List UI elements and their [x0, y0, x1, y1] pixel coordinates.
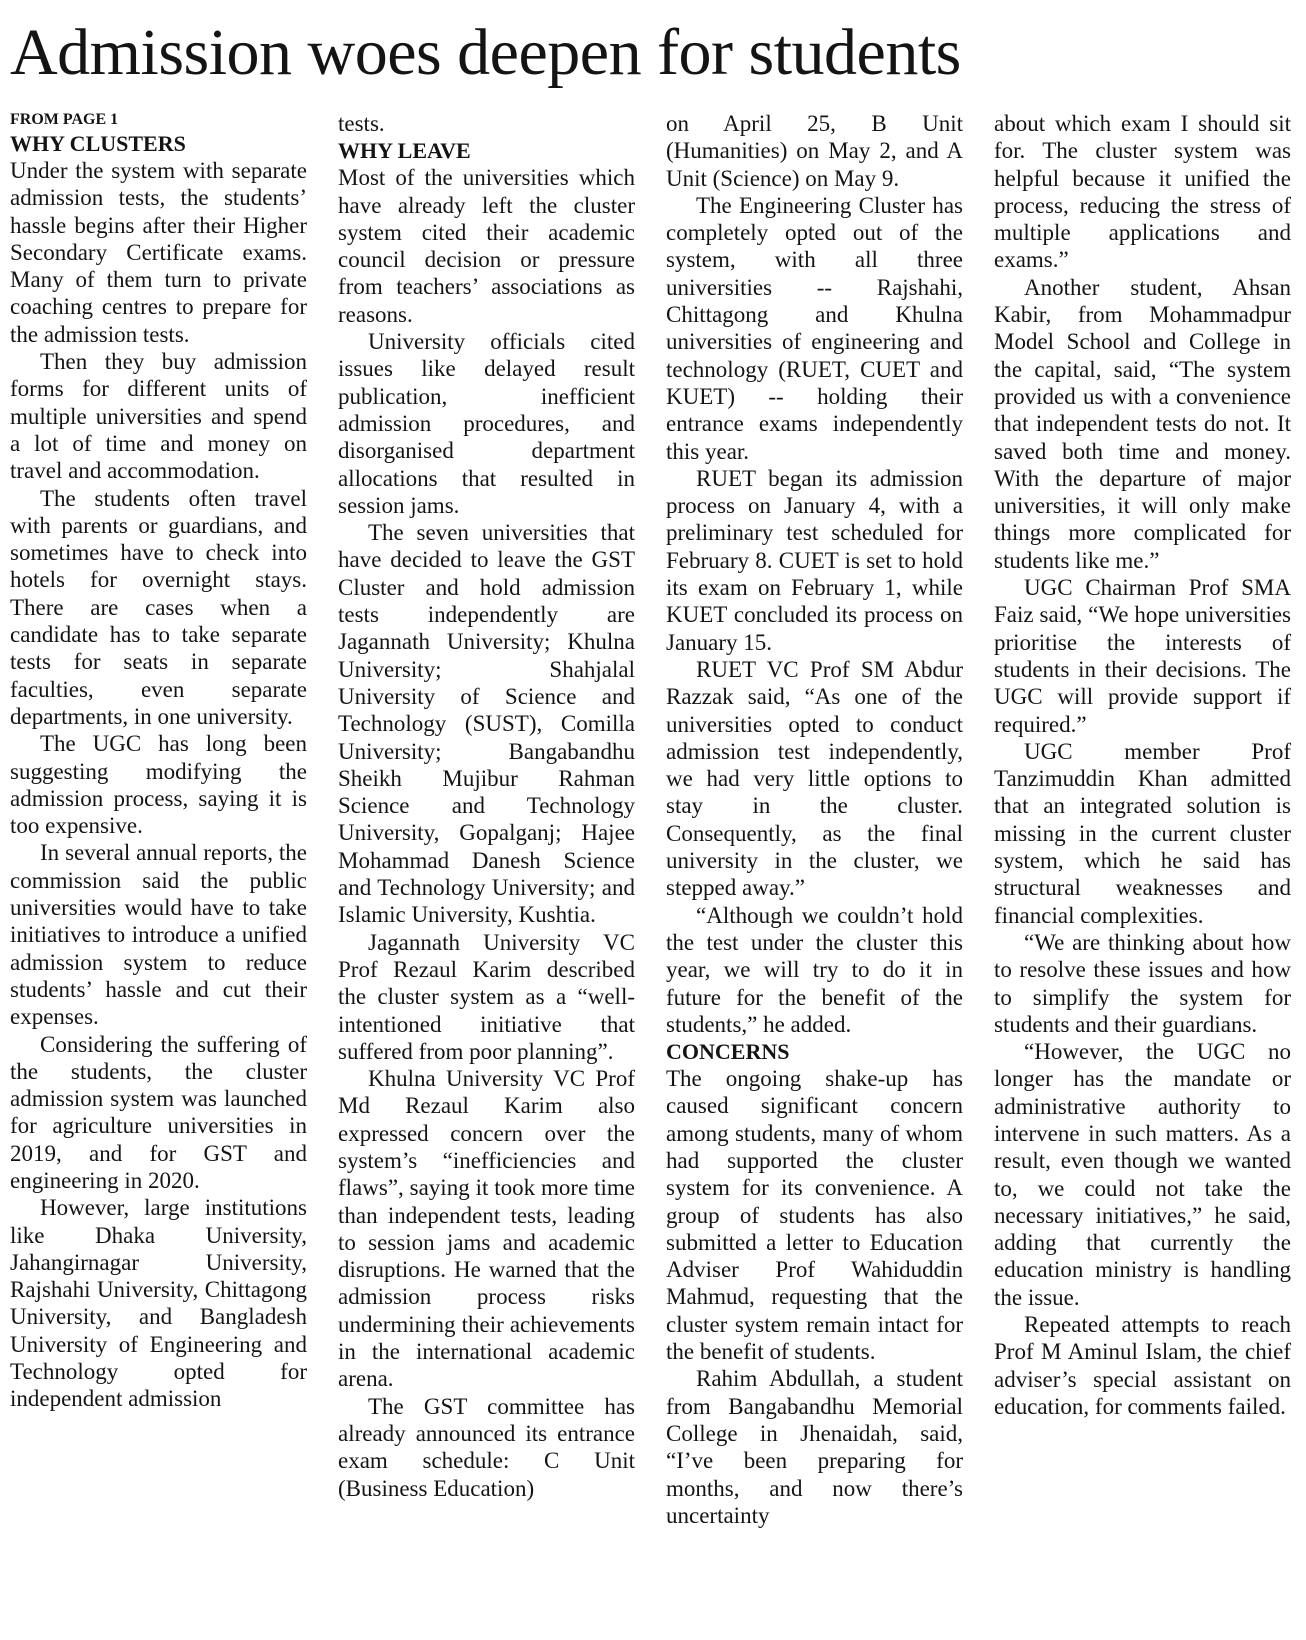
paragraph: Then they buy admission forms for different units of multiple universities and spend a lot of time and money on travel and accommodation.: [10, 349, 307, 484]
paragraph: Considering the suffering of the students, the cluster admission system was launched for agriculture universities in 2019, and for GST and engineering in 2020.: [10, 1031, 307, 1193]
headline: Admission woes deepen for students: [10, 16, 961, 89]
paragraph: on April 25, B Unit (Humanities) on May 2, and A Unit (Science) on May 9.: [666, 111, 963, 191]
paragraph: The Engineering Cluster has completely opted out of the system, with all three universities -- Rajshahi, Chittagong and Khulna universities of engineering and technology (RUET, CUET and KUET) -- holding their entrance exams independently this year.: [666, 192, 963, 464]
paragraph: Khulna University VC Prof Md Rezaul Karim also expressed concern over the system’s “inefficiencies and flaws”, saying it took more time than independent tests, leading to session jams and academic disruptions. He warned that the admission process risks undermining their achievements in the international academic arena.: [338, 1066, 635, 1392]
paragraph: tests.: [338, 111, 385, 136]
paragraph: Most of the universities which have already left the cluster system cited their academic council decision or pressure from teachers’ associations as reasons.: [338, 165, 635, 327]
section-heading: WHY CLUSTERS: [10, 131, 186, 156]
paragraph: UGC member Prof Tanzimuddin Khan admitted that an integrated solution is missing in the current cluster system, which he said has structural weaknesses and financial complexities.: [994, 738, 1291, 928]
paragraph: Rahim Abdullah, a student from Bangabandhu Memorial College in Jhenaidah, said, “I’ve been preparing for months, and now there’s uncertainty: [666, 1366, 963, 1528]
section-heading: WHY LEAVE: [338, 138, 471, 164]
paragraph: Under the system with separate admission tests, the students’ hassle begins after their Higher Secondary Certificate exams. Many of them turn to private coaching centres to prepare for the admission tests.: [10, 158, 307, 347]
paragraph: The UGC has long been suggesting modifying the admission process, saying it is too expensive.: [10, 731, 307, 839]
paragraph: “We are thinking about how to resolve these issues and how to simplify the system for students and their guardians.: [994, 929, 1291, 1037]
paragraph: In several annual reports, the commission said the public universities would have to take initiatives to introduce a unified admission system to reduce students’ hassle and cut their expenses.: [10, 840, 307, 1030]
paragraph: RUET began its admission process on January 4, with a preliminary test scheduled for February 8. CUET is set to hold its exam on February 1, while KUET concluded its process on January 15.: [666, 465, 963, 655]
article-column-1: [10, 110, 307, 1413]
paragraph: “However, the UGC no longer has the mandate or administrative authority to intervene in such matters. As a result, even though we wanted to, we could not take the necessary initiatives,” he said, adding that currently the education ministry is handling the issue.: [994, 1039, 1291, 1310]
paragraph: University officials cited issues like delayed result publication, inefficient admission procedures, and disorganised department allocations that resulted in session jams.: [338, 329, 635, 518]
paragraph: Repeated attempts to reach Prof M Aminul Islam, the chief adviser’s special assistant on education, for comments failed.: [994, 1312, 1291, 1419]
paragraph: RUET VC Prof SM Abdur Razzak said, “As one of the universities opted to conduct admission test independently, we had very little options to stay in the cluster. Consequently, as the final university in the cluster, we stepped away.”: [666, 656, 963, 901]
paragraph: Jagannath University VC Prof Rezaul Karim described the cluster system as a “well-intentioned initiative that suffered from poor planning”.: [338, 929, 635, 1064]
article-column-4: [994, 110, 1291, 1420]
paragraph: The seven universities that have decided to leave the GST Cluster and hold admission tests independently are Jagannath University; Khulna University; Shahjalal University of Science and Technology (SUST), Comilla University; Bangabandhu Sheikh Mujibur Rahman Science and Technology University, Gopalganj; Hajee Mohammad Danesh Science and Technology University; and Islamic University, Kushtia.: [338, 520, 635, 928]
article-column-3: [666, 110, 963, 1529]
paragraph: about which exam I should sit for. The cluster system was helpful because it unified the process, reducing the stress of multiple applications and exams.”: [994, 111, 1291, 273]
paragraph: However, large institutions like Dhaka University, Jahangirnagar University, Rajshahi University, Chittagong University, and Bangladesh University of Engineering and Technology opted for independent admission: [10, 1195, 307, 1412]
article-column-2: [338, 110, 635, 1502]
paragraph: UGC Chairman Prof SMA Faiz said, “We hope universities prioritise the interests of students in their decisions. The UGC will provide support if required.”: [994, 575, 1291, 737]
paragraph: The GST committee has already announced its entrance exam schedule: C Unit (Business Education): [338, 1393, 635, 1501]
paragraph: The students often travel with parents or guardians, and sometimes have to check into hotels for overnight stays. There are cases when a candidate has to take separate tests for seats in separate faculties, even separate departments, in one university.: [10, 485, 307, 729]
paragraph: Another student, Ahsan Kabir, from Mohammadpur Model School and College in the capital, said, “The system provided us with a convenience that independent tests do not. It saved both time and money. With the departure of major universities, it will only make things more complicated for students like me.”: [994, 274, 1291, 573]
paragraph: The ongoing shake-up has caused significant concern among students, many of whom had supported the cluster system for its convenience. A group of students has also submitted a letter to Education Adviser Prof Wahiduddin Mahmud, requesting that the cluster system remain intact for the benefit of students.: [666, 1066, 963, 1365]
jump-line: FROM PAGE 1: [10, 111, 119, 128]
section-heading: CONCERNS: [666, 1039, 790, 1065]
paragraph: “Although we couldn’t hold the test under the cluster this year, we will try to do it in future for the benefit of the students,” he added.: [666, 902, 963, 1037]
